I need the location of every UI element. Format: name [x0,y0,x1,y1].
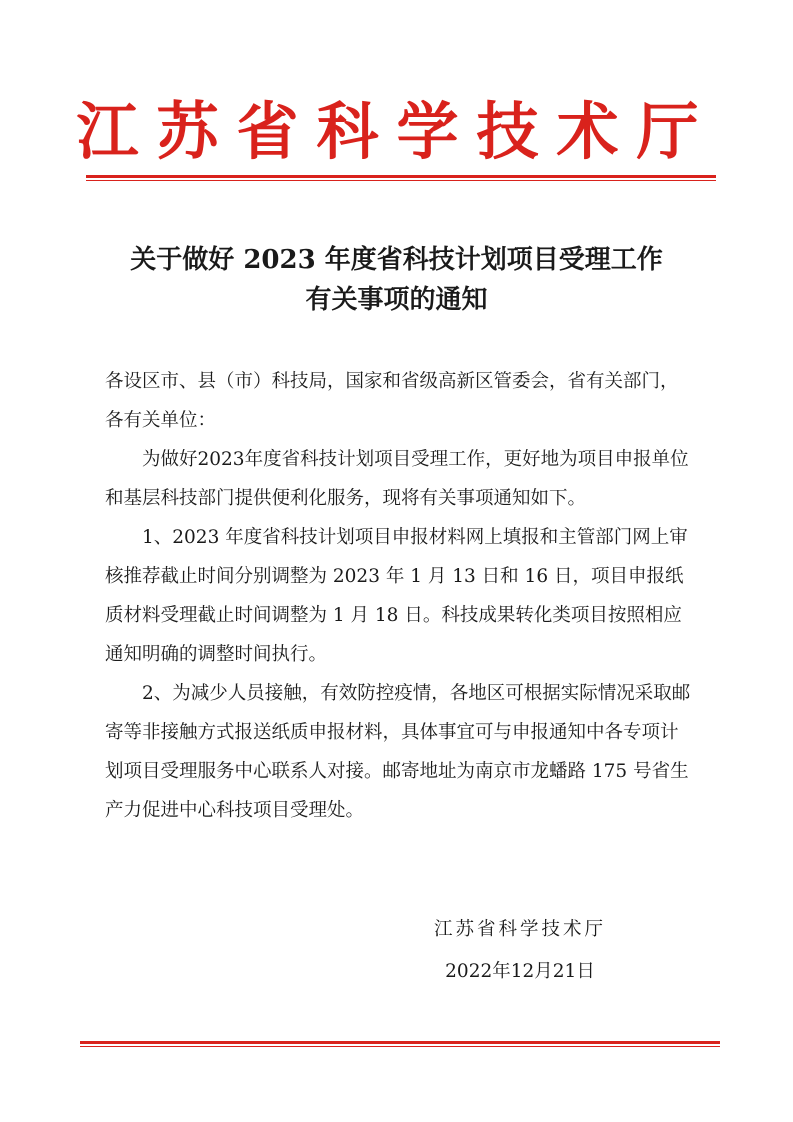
body-paragraphs [105,440,695,830]
letterhead-top-rule [86,175,716,181]
paragraph-item-2: 2、为减少人员接触，有效防控疫情，各地区可根据实际情况采取邮寄等非接触方式报送纸质申报材料，具体事宜可与申报通知中各专项计划项目受理服务中心联系人对接。邮寄地址为南京市龙蟠路 175 号省生产力促进中心科技项目受理处。 [105,683,691,821]
salutation: 各设区市、县（市）科技局，国家和省级高新区管委会，省有关部门，各有关单位： [105,371,679,431]
document-title-line-2: 有关事项的通知 [305,285,488,315]
paragraph-intro: 为做好2023年度省科技计划项目受理工作，更好地为项目申报单位和基层科技部门提供便利化服务，现将有关事项通知如下。 [105,449,689,509]
document-title-line-1: 关于做好 2023 年度省科技计划项目受理工作 [130,245,663,275]
document-title [0,240,793,320]
signature-date: 2022年12月21日 [445,961,595,982]
signature-org: 江苏省科学技术厅 [433,919,606,940]
paragraph-item-1: 1、2023 年度省科技计划项目申报材料网上填报和主管部门网上审核推荐截止时间分别调整为 2023 年 1 月 13 日和 16 日，项目申报纸质材料受理截止时间调整为 1 月 18 日。科技成果转化类项目按照相应通知明确的调整时间执行。 [105,527,688,665]
footer-rule [80,1041,720,1047]
letterhead-title: 江苏省科学技术厅 [76,95,717,168]
